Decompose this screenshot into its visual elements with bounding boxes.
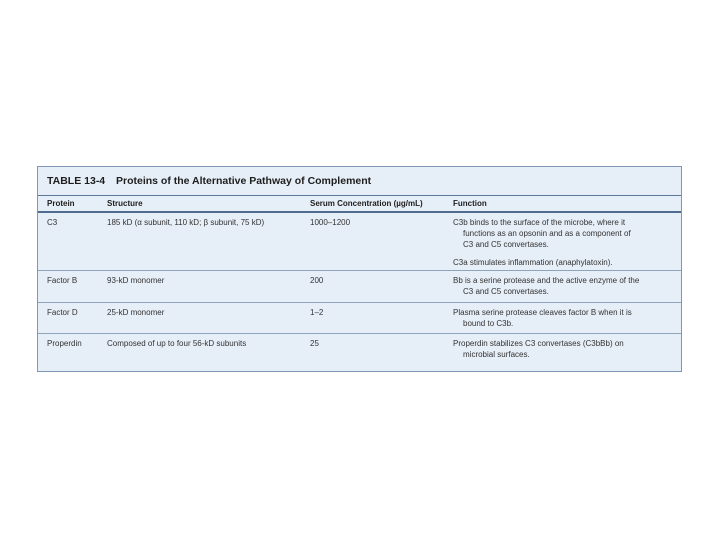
- cell-structure: Composed of up to four 56-kD subunits: [107, 339, 247, 348]
- cell-structure: 25-kD monomer: [107, 308, 165, 317]
- cell-function: [453, 275, 681, 297]
- function-line: bound to C3b.: [463, 319, 514, 328]
- cell-function: [453, 338, 681, 360]
- complement-table: [37, 166, 682, 372]
- cell-protein: Factor B: [47, 276, 78, 285]
- function-line: C3a stimulates inflammation (anaphylatoxin).: [453, 258, 613, 267]
- function-line: C3 and C5 convertases.: [463, 240, 549, 249]
- table-row: [38, 271, 681, 303]
- header-serum-concentration: Serum Concentration (µg/mL): [310, 199, 423, 208]
- table-title-bar: [38, 167, 681, 196]
- header-structure: Structure: [107, 199, 143, 208]
- cell-serum: 25: [310, 339, 319, 348]
- table-row: [38, 334, 681, 368]
- table-number: TABLE 13-4: [47, 175, 106, 187]
- function-paragraph: [453, 257, 675, 268]
- function-line: Properdin stabilizes C3 convertases (C3bBb) on: [453, 339, 624, 348]
- table-row: [38, 303, 681, 334]
- cell-serum: 1000–1200: [310, 218, 351, 227]
- header-protein: Protein: [47, 199, 75, 208]
- cell-serum: 200: [310, 276, 324, 285]
- table-title: Proteins of the Alternative Pathway of Complement: [116, 175, 372, 187]
- function-line: C3b binds to the surface of the microbe, where it: [453, 218, 626, 227]
- cell-structure: 185 kD (α subunit, 110 kD; β subunit, 75 kD): [107, 218, 265, 227]
- cell-serum: 1–2: [310, 308, 324, 317]
- function-line: C3 and C5 convertases.: [463, 287, 549, 296]
- cell-protein: C3: [47, 218, 58, 227]
- header-function: Function: [453, 199, 487, 208]
- table-row: [38, 213, 681, 271]
- function-line: microbial surfaces.: [463, 350, 530, 359]
- cell-protein: Properdin: [47, 339, 82, 348]
- cell-protein: Factor D: [47, 308, 78, 317]
- function-line: functions as an opsonin and as a component of: [463, 229, 631, 238]
- table-header-row: [38, 196, 681, 213]
- function-paragraph: [453, 217, 675, 250]
- function-line: Plasma serine protease cleaves factor B when it is: [453, 308, 632, 317]
- cell-function: [453, 307, 681, 329]
- cell-function: [453, 217, 681, 268]
- function-line: Bb is a serine protease and the active enzyme of the: [453, 276, 640, 285]
- cell-structure: 93-kD monomer: [107, 276, 165, 285]
